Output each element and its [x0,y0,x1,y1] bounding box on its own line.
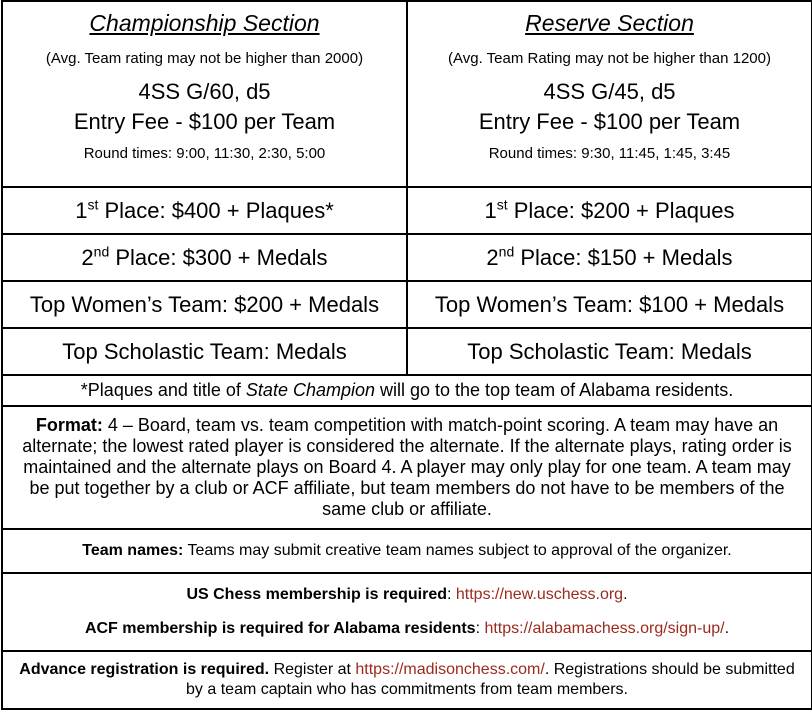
championship-second-place [2,234,407,281]
place-number: 2 [81,244,94,270]
reserve-round-times: Round times: 9:30, 11:45, 1:45, 3:45 [488,145,731,162]
format-row [2,406,812,529]
second-place-row [2,234,812,281]
scholastic-team-row [2,328,812,375]
championship-section-cell [2,1,407,187]
ordinal: st [496,196,508,213]
championship-women-prize: Top Women’s Team: $200 + Medals [2,281,407,328]
us-chess-link[interactable]: https://new.uschess.org [455,586,624,603]
reserve-title: Reserve Section [525,10,694,36]
plaques-note-end: will go to the top team of Alabama residents. [375,380,734,400]
advance-label: Advance registration is required. [19,661,270,678]
membership-cell [2,573,812,651]
reserve-entry-fee: Entry Fee - $100 per Team [478,109,741,134]
acf-sep: : [475,620,485,637]
us-chess-label: US Chess membership is required [186,586,447,603]
us-chess-sep: : [446,586,456,603]
plaques-note [2,375,812,406]
championship-title: Championship Section [89,10,320,36]
place-number: 1 [484,197,497,223]
format-text: 4 – Board, team vs. team competition with match-point scoring. A team may have an alternate; the lowest rated player is considered the alternate. If the alternate plays, rating order is maintained and the alternate plays on Board 4. A player may only play for one team. A team may be put together by a club or ACF affiliate, but team members do not have to be members of the same club or affiliate. [22,415,792,519]
advance-text-1: Register at [269,661,356,678]
prize-text: Place: $300 + Medals [109,244,328,270]
reserve-second-place [407,234,812,281]
first-place-row [2,187,812,234]
plaques-note-text: *Plaques and title of [80,380,246,400]
madison-chess-link[interactable]: https://madisonchess.com/ [355,661,545,678]
championship-scholastic-prize: Top Scholastic Team: Medals [2,328,407,375]
membership-row [2,573,812,651]
format-text-cell [2,406,812,529]
reserve-section-cell [407,1,812,187]
women-team-row [2,281,812,328]
reserve-scholastic-prize: Top Scholastic Team: Medals [407,328,812,375]
us-chess-end: . [623,586,628,603]
format-label: Format: [35,415,103,435]
championship-round-times: Round times: 9:00, 11:30, 2:30, 5:00 [83,145,326,162]
plaques-note-row [2,375,812,406]
prize-text: Place: $200 + Plaques [507,197,735,223]
ordinal: nd [93,243,110,260]
advance-registration-row [2,651,812,709]
championship-first-place [2,187,407,234]
team-names-label: Team names: [82,542,184,559]
championship-rating-note: (Avg. Team rating may not be higher than 2000) [45,50,364,67]
team-names-row [2,529,812,573]
prize-text: Place: $400 + Plaques* [98,197,334,223]
section-header-row [2,1,812,187]
ordinal: st [87,196,99,213]
reserve-first-place [407,187,812,234]
place-number: 2 [486,244,499,270]
acf-label: ACF membership is required for Alabama residents [84,620,476,637]
place-number: 1 [75,197,88,223]
advance-registration-cell [2,651,812,709]
advance-text-2: . Registrations should be submitted by a team captain who has commitments from team members. [186,661,795,698]
us-chess-line [9,578,805,612]
championship-entry-fee: Entry Fee - $100 per Team [73,109,336,134]
acf-link[interactable]: https://alabamachess.org/sign-up/ [484,620,725,637]
team-names-cell [2,529,812,573]
team-names-text: Teams may submit creative team names subject to approval of the organizer. [183,542,732,559]
reserve-rating-note: (Avg. Team Rating may not be higher than 1200) [448,50,771,67]
acf-end: . [724,620,730,637]
reserve-time-control: 4SS G/45, d5 [543,79,676,104]
ordinal: nd [498,243,515,260]
championship-time-control: 4SS G/60, d5 [138,79,271,104]
prize-text: Place: $150 + Medals [514,244,733,270]
tournament-info-table [1,0,812,710]
reserve-women-prize: Top Women’s Team: $100 + Medals [407,281,812,328]
acf-line [9,612,805,646]
state-champion-text: State Champion [245,380,375,400]
